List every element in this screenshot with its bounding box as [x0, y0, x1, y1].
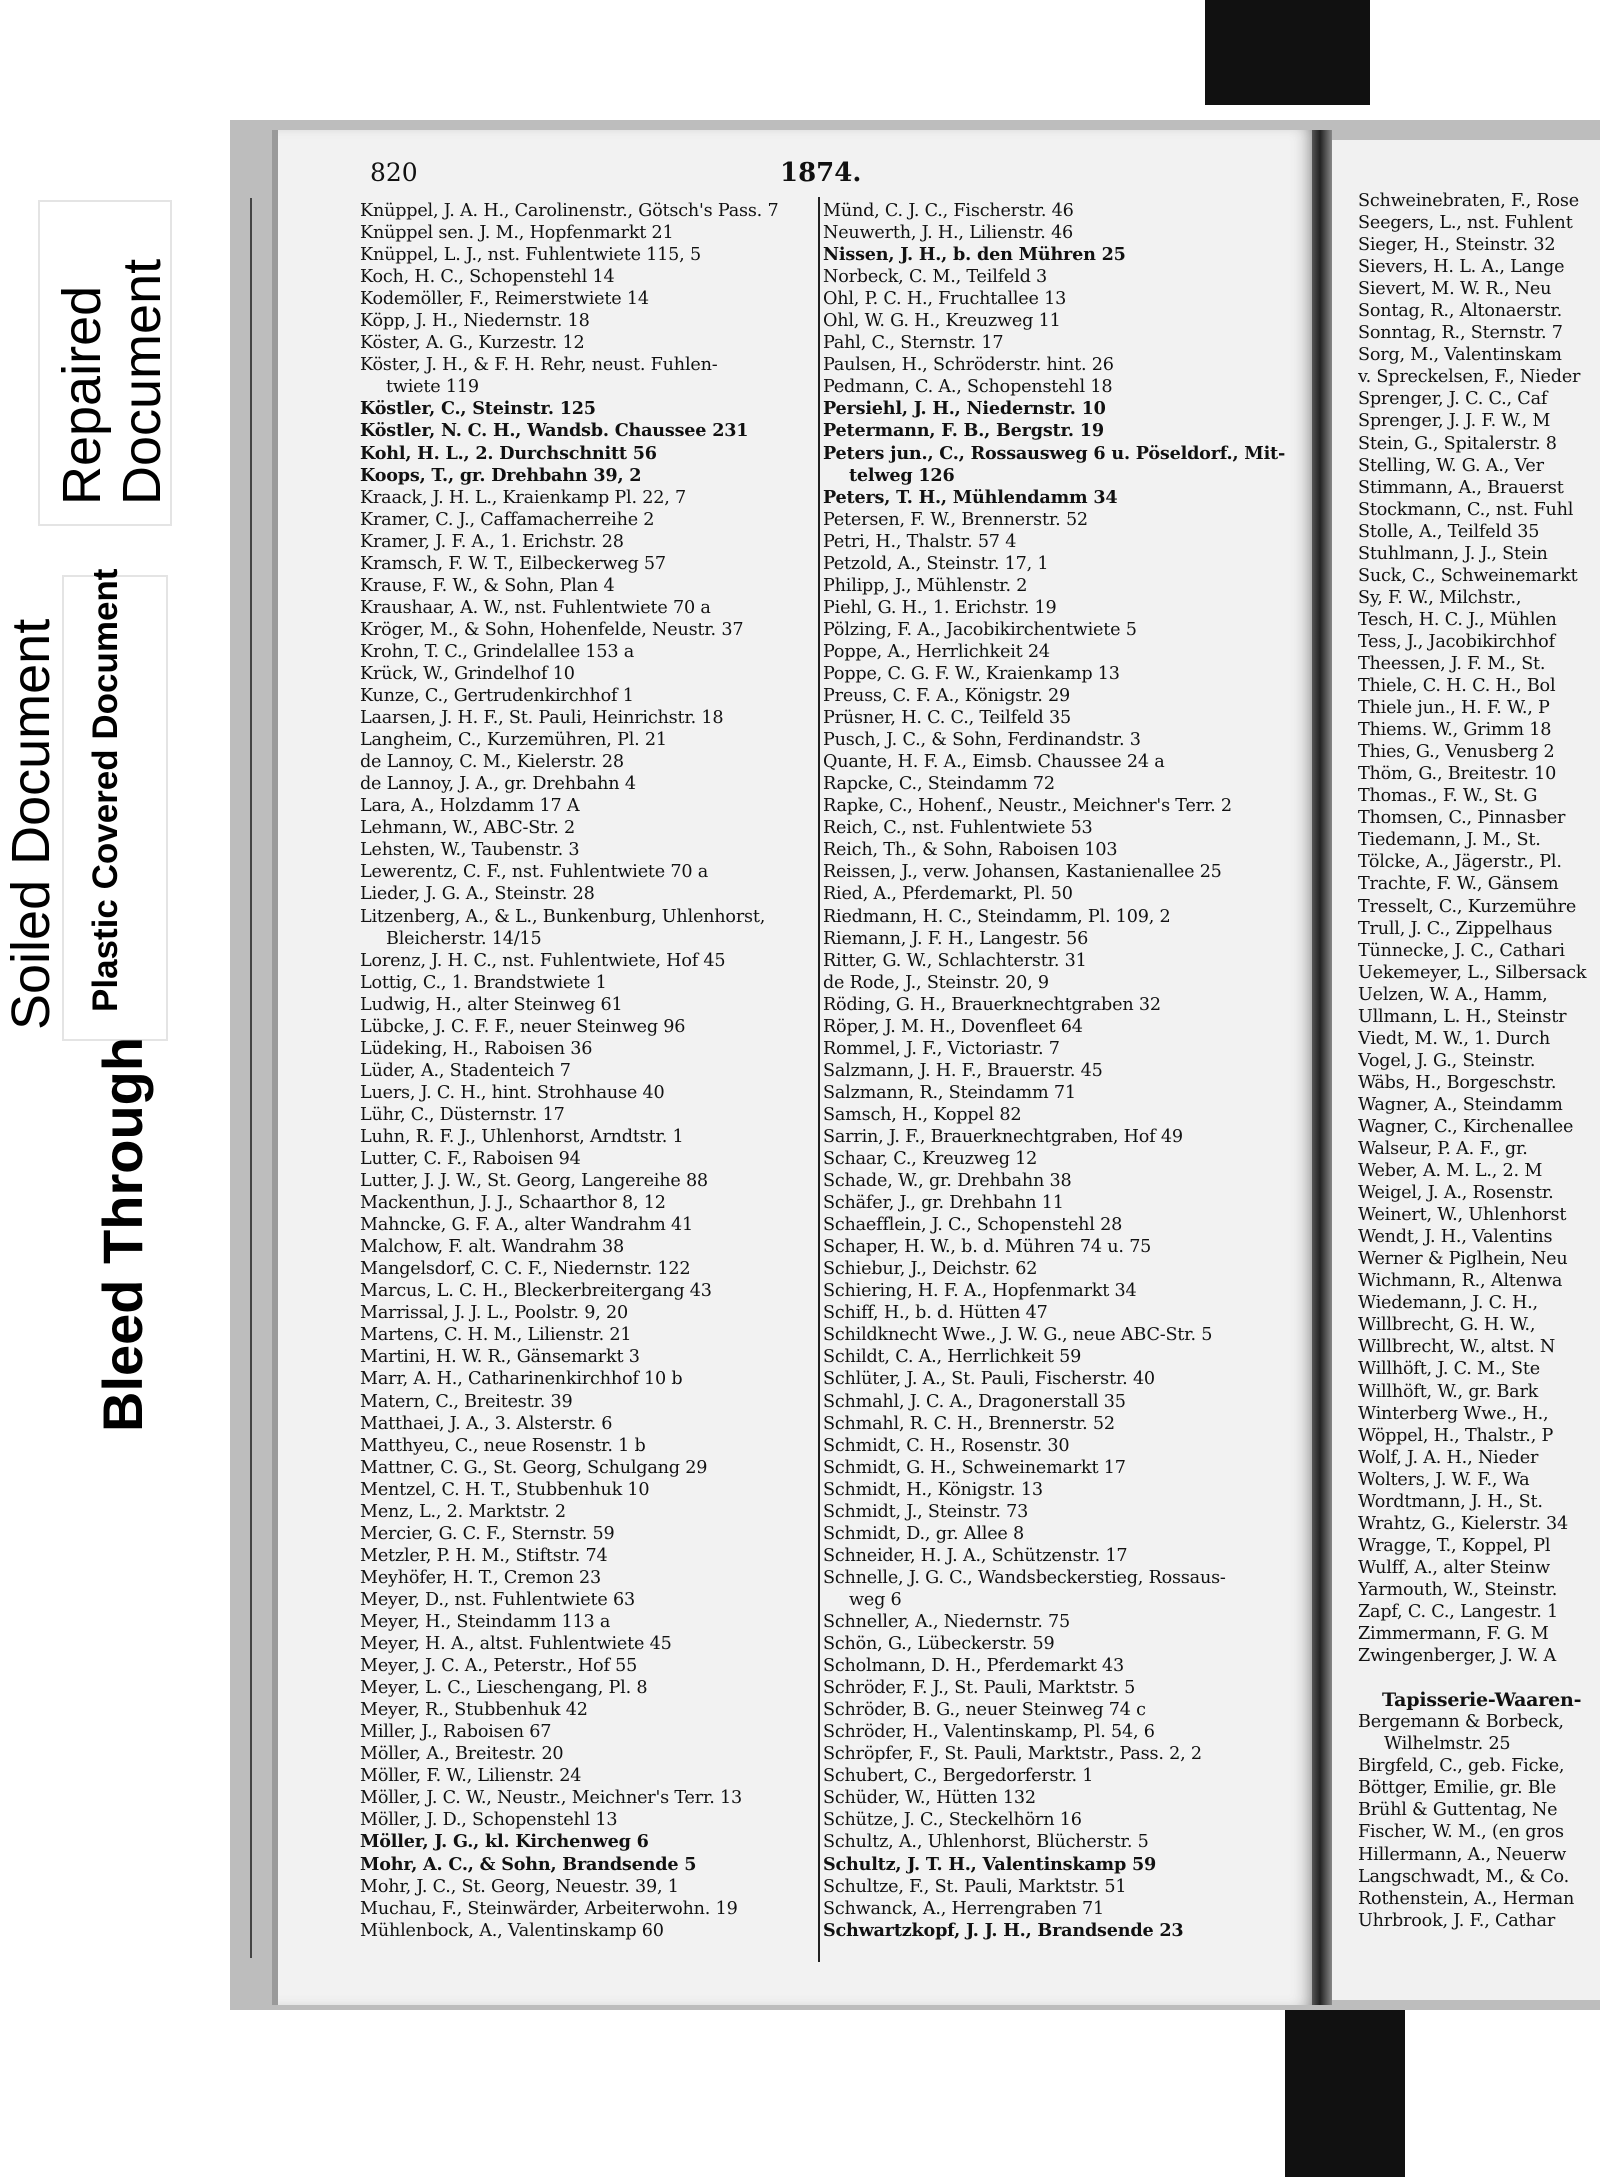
column-divider: [818, 197, 820, 1962]
directory-entry: Petermann, F. B., Bergstr. 19: [823, 420, 1104, 442]
directory-entry: de Lannoy, C. M., Kielerstr. 28: [360, 752, 624, 773]
plastic-label: Plastic Covered Document: [86, 568, 125, 1012]
directory-entry: Uelzen, W. A., Hamm,: [1358, 984, 1548, 1005]
directory-entry: Knüppel, J. A. H., Carolinenstr., Götsch's Pass. 7: [360, 201, 779, 221]
directory-entry: Sontag, R., Altonaerstr.: [1358, 301, 1563, 322]
directory-entry: Ohl, W. G. H., Kreuzweg 11: [823, 311, 1061, 332]
directory-entry: Sy, F. W., Milchstr.,: [1358, 587, 1522, 608]
column-middle: [823, 200, 1293, 1942]
directory-entry: Schade, W., gr. Drehbahn 38: [823, 1171, 1072, 1192]
directory-entry: Möller, J. D., Schopenstehl 13: [360, 1810, 618, 1831]
directory-entry: Uekemeyer, L., Silbersack: [1358, 962, 1587, 983]
directory-entry: Thomsen, C., Pinnasber: [1358, 808, 1566, 829]
directory-entry: Pusch, J. C., & Sohn, Ferdinandstr. 3: [823, 730, 1141, 751]
directory-entry: Petri, H., Thalstr. 57 4: [823, 531, 1017, 552]
directory-entry: Norbeck, C. M., Teilfeld 3: [823, 267, 1048, 288]
directory-entry: Lüder, A., Stadenteich 7: [360, 1060, 571, 1081]
directory-entry: Pölzing, F. A., Jacobikirchentwiete 5: [823, 619, 1137, 640]
directory-entry: Sprenger, J. J. F. W., M: [1358, 411, 1551, 432]
directory-entry: Kunze, C., Gertrudenkirchhof 1: [360, 686, 634, 707]
directory-entry: Krohn, T. C., Grindelallee 153 a: [360, 641, 635, 662]
directory-entry: Willhöft, J. C. M., Ste: [1358, 1359, 1540, 1380]
directory-entry: Schiff, H., b. d. Hütten 47: [823, 1303, 1048, 1324]
directory-entry: Ullmann, L. H., Steinstr: [1358, 1006, 1567, 1027]
directory-entry: Brühl & Guttentag, Ne: [1358, 1800, 1558, 1821]
directory-entry: Stimmann, A., Brauerst: [1358, 477, 1564, 498]
directory-entry: Langschwadt, M., & Co.: [1358, 1866, 1570, 1887]
directory-entry: Fischer, W. M., (en gros: [1358, 1822, 1564, 1843]
directory-entry: Rothenstein, A., Herman: [1358, 1888, 1575, 1909]
directory-entry: Wiedemann, J. C. H.,: [1358, 1293, 1538, 1314]
directory-entry: Paulsen, H., Schröderstr. hint. 26: [823, 355, 1114, 376]
directory-entry: Vogel, J. G., Steinstr.: [1358, 1050, 1536, 1071]
directory-entry: Stockmann, C., nst. Fuhl: [1358, 499, 1574, 520]
directory-entry: Lewerentz, C. F., nst. Fuhlentwiete 70 a: [360, 862, 709, 883]
directory-entry: Mercier, G. C. F., Sternstr. 59: [360, 1523, 615, 1544]
directory-entry: Peters jun., C., Rossausweg 6 u. Pöseldorf., Mit-: [823, 442, 1286, 464]
directory-entry: Wöppel, H., Thalstr., P: [1358, 1425, 1554, 1446]
directory-entry: Schön, G., Lübeckerstr. 59: [823, 1634, 1055, 1655]
directory-entry: Ritter, G. W., Schlachterstr. 31: [823, 950, 1087, 971]
directory-entry: Neuwerth, J. H., Lilienstr. 46: [823, 223, 1074, 244]
directory-entry: Krück, W., Grindelhof 10: [360, 663, 575, 684]
directory-entry: Reich, Th., & Sohn, Raboisen 103: [823, 840, 1118, 861]
directory-entry: Hillermann, A., Neuerw: [1358, 1844, 1567, 1865]
soiled-label: Soiled Document: [1, 618, 61, 1030]
directory-entry: v. Spreckelsen, F., Nieder: [1358, 367, 1581, 388]
directory-entry: Wolters, J. W. F., Wa: [1358, 1469, 1530, 1490]
directory-entry: Weber, A. M. L., 2. M: [1358, 1161, 1543, 1182]
directory-entry: Poppe, C. G. F. W., Kraienkamp 13: [823, 663, 1120, 684]
directory-entry: Schultz, A., Uhlenhorst, Blücherstr. 5: [823, 1832, 1149, 1853]
directory-entry: Kraushaar, A. W., nst. Fuhlentwiete 70 a: [360, 597, 711, 618]
directory-entry: Meyer, J. C. A., Peterstr., Hof 55: [360, 1656, 638, 1677]
directory-entry: Lottig, C., 1. Brandstwiete 1: [360, 972, 607, 993]
directory-entry: Schwartzkopf, J. J. H., Brandsende 23: [823, 1919, 1184, 1941]
directory-entry: Wichmann, R., Altenwa: [1358, 1271, 1563, 1292]
directory-entry: Poppe, A., Herrlichkeit 24: [823, 641, 1050, 662]
directory-entry: Matthyeu, C., neue Rosenstr. 1 b: [360, 1435, 646, 1456]
directory-entry: Schildt, C. A., Herrlichkeit 59: [823, 1347, 1082, 1368]
directory-entry: Schaar, C., Kreuzweg 12: [823, 1149, 1038, 1170]
directory-entry: Wendt, J. H., Valentins: [1358, 1227, 1553, 1248]
directory-entry: Knüppel sen. J. M., Hopfenmarkt 21: [360, 223, 674, 244]
directory-entry: Luers, J. C. H., hint. Strohhause 40: [360, 1082, 665, 1103]
directory-entry: Schäfer, J., gr. Drehbahn 11: [823, 1193, 1064, 1214]
directory-entry: Schneller, A., Niedernstr. 75: [823, 1612, 1070, 1632]
directory-entry: Willbrecht, W., altst. N: [1358, 1337, 1556, 1358]
directory-entry: Wrahtz, G., Kielerstr. 34: [1358, 1513, 1569, 1534]
directory-entry: Schlüter, J. A., St. Pauli, Fischerstr. 40: [823, 1369, 1155, 1390]
directory-entry: Schmidt, G. H., Schweinemarkt 17: [823, 1457, 1126, 1478]
directory-entry: Thöm, G., Breitestr. 10: [1358, 764, 1557, 785]
directory-entry: de Rode, J., Steinstr. 20, 9: [823, 972, 1049, 993]
directory-entry: de Lannoy, J. A., gr. Drehbahn 4: [360, 774, 636, 795]
directory-entry: Winterberg Wwe., H.,: [1358, 1403, 1549, 1424]
directory-entry: Mahncke, G. F. A., alter Wandrahm 41: [360, 1215, 693, 1236]
directory-entry: Persiehl, J. H., Niedernstr. 10: [823, 398, 1106, 420]
directory-entry: Martens, C. H. M., Lilienstr. 21: [360, 1325, 632, 1346]
directory-entry: Wäbs, H., Borgeschstr.: [1358, 1072, 1557, 1093]
directory-entry: Wragge, T., Koppel, Pl: [1358, 1535, 1551, 1556]
directory-entry: Quante, H. F. A., Eimsb. Chaussee 24 a: [823, 752, 1165, 773]
directory-entry: Piehl, G. H., 1. Erichstr. 19: [823, 597, 1057, 618]
directory-entry: Möller, J. C. W., Neustr., Meichner's Terr. 13: [360, 1788, 742, 1809]
directory-entry: Meyhöfer, H. T., Cremon 23: [360, 1567, 601, 1588]
directory-entry: Reich, C., nst. Fuhlentwiete 53: [823, 818, 1093, 839]
directory-entry: Thiems. W., Grimm 18: [1358, 720, 1552, 741]
directory-entry: Petzold, A., Steinstr. 17, 1: [823, 553, 1049, 574]
directory-entry: Nissen, J. H., b. den Mühren 25: [823, 244, 1126, 266]
directory-entry: telweg 126: [849, 464, 955, 486]
directory-entry: Riedmann, H. C., Steindamm, Pl. 109, 2: [823, 906, 1171, 927]
directory-entry: Meyer, H. A., altst. Fuhlentwiete 45: [360, 1634, 672, 1655]
directory-entry: Sievers, H. L. A., Lange: [1358, 257, 1565, 278]
directory-entry: Lehsten, W., Taubenstr. 3: [360, 840, 580, 861]
directory-entry: Prüsner, H. C. C., Teilfeld 35: [823, 708, 1071, 729]
directory-entry: Wolf, J. A. H., Nieder: [1358, 1447, 1539, 1468]
directory-entry: Bergemann & Borbeck,: [1358, 1712, 1564, 1733]
directory-entry: Salzmann, J. H. F., Brauerstr. 45: [823, 1060, 1103, 1081]
directory-entry: Schultze, F., St. Pauli, Marktstr. 51: [823, 1876, 1127, 1897]
directory-entry: Schüder, W., Hütten 132: [823, 1788, 1036, 1809]
directory-entry: Miller, J., Raboisen 67: [360, 1722, 552, 1743]
directory-entry: Köster, A. G., Kurzestr. 12: [360, 333, 585, 354]
directory-entry: Schröder, H., Valentinskamp, Pl. 54, 6: [823, 1722, 1155, 1743]
directory-entry: Marcus, L. C. H., Bleckerbreitergang 43: [360, 1281, 712, 1302]
directory-entry: Lorenz, J. H. C., nst. Fuhlentwiete, Hof 45: [360, 950, 726, 971]
directory-entry: Theessen, J. F. M., St.: [1358, 653, 1546, 674]
directory-entry: Meyer, D., nst. Fuhlentwiete 63: [360, 1589, 635, 1610]
directory-entry: Schmahl, J. C. A., Dragonerstall 35: [823, 1391, 1126, 1412]
directory-entry: Tresselt, C., Kurzemühre: [1358, 896, 1577, 917]
repaired-label: Repaired Document: [52, 258, 172, 505]
directory-entry: Tesch, H. C. J., Mühlen: [1358, 609, 1557, 630]
directory-entry: Metzler, P. H. M., Stiftstr. 74: [360, 1545, 608, 1566]
directory-entry: Matern, C., Breitestr. 39: [360, 1391, 573, 1412]
directory-entry: Yarmouth, W., Steinstr.: [1358, 1579, 1558, 1600]
directory-entry: Schneider, H. J. A., Schützenstr. 17: [823, 1545, 1128, 1566]
directory-entry: Thiele, C. H. C. H., Bol: [1358, 676, 1556, 697]
directory-entry: Wagner, C., Kirchenallee: [1358, 1116, 1574, 1137]
directory-entry: Schwanck, A., Herrengraben 71: [823, 1898, 1104, 1919]
directory-entry: Stolle, A., Teilfeld 35: [1358, 521, 1540, 542]
directory-entry: Schröder, F. J., St. Pauli, Marktstr. 5: [823, 1678, 1136, 1699]
directory-entry: Salzmann, R., Steindamm 71: [823, 1082, 1076, 1103]
directory-entry: Tess, J., Jacobikirchhof: [1358, 631, 1555, 652]
directory-entry: Krause, F. W., & Sohn, Plan 4: [360, 575, 615, 596]
directory-entry: Köstler, C., Steinstr. 125: [360, 398, 596, 420]
directory-entry: Zwingenberger, J. W. A: [1358, 1646, 1557, 1667]
directory-entry: Suck, C., Schweinemarkt: [1358, 565, 1578, 586]
directory-entry: Mohr, A. C., & Sohn, Brandsende 5: [360, 1853, 697, 1875]
directory-entry: Köster, J. H., & F. H. Rehr, neust. Fuhlen-: [360, 355, 718, 376]
directory-entry: Malchow, F. alt. Wandrahm 38: [360, 1237, 625, 1258]
directory-entry: Weinert, W., Uhlenhorst: [1358, 1205, 1567, 1226]
directory-entry: Philipp, J., Mühlenstr. 2: [823, 575, 1028, 596]
directory-entry: Schmidt, D., gr. Allee 8: [823, 1523, 1025, 1544]
directory-entry: Willhöft, W., gr. Bark: [1358, 1381, 1539, 1402]
directory-entry: Pahl, C., Sternstr. 17: [823, 333, 1004, 354]
directory-entry: Koops, T., gr. Drehbahn 39, 2: [360, 464, 642, 486]
directory-entry: Sonntag, R., Sternstr. 7: [1358, 323, 1563, 344]
directory-entry: Muchau, F., Steinwärder, Arbeiterwohn. 19: [360, 1898, 738, 1919]
directory-entry: Langheim, C., Kurzemühren, Pl. 21: [360, 730, 667, 751]
directory-entry: Peters, T. H., Mühlendamm 34: [823, 486, 1118, 508]
directory-entry: Möller, A., Breitestr. 20: [360, 1744, 564, 1765]
directory-entry: Kramsch, F. W. T., Eilbeckerweg 57: [360, 553, 666, 574]
directory-entry: Marrissal, J. J. L., Poolstr. 9, 20: [360, 1303, 628, 1324]
directory-entry: Schnelle, J. G. C., Wandsbeckerstieg, Rossaus-: [823, 1567, 1226, 1588]
directory-entry: Mackenthun, J. J., Schaarthor 8, 12: [360, 1193, 666, 1214]
directory-entry: Röding, G. H., Brauerknechtgraben 32: [823, 994, 1161, 1015]
directory-entry: Koch, H. C., Schopenstehl 14: [360, 267, 615, 288]
directory-entry: Lüdeking, H., Raboisen 36: [360, 1038, 593, 1059]
top-clip: [1205, 0, 1370, 105]
directory-entry: Schütze, J. C., Steckelhörn 16: [823, 1810, 1082, 1831]
directory-entry: Tölcke, A., Jägerstr., Pl.: [1358, 852, 1562, 873]
directory-entry: Rommel, J. F., Victoriastr. 7: [823, 1038, 1060, 1059]
directory-entry: [1358, 1667, 1598, 1689]
directory-entry: Schiebur, J., Deichstr. 62: [823, 1259, 1038, 1280]
directory-entry: Martini, H. W. R., Gänsemarkt 3: [360, 1347, 640, 1368]
page-year: 1874.: [780, 158, 862, 188]
directory-entry: Meyer, R., Stubbenhuk 42: [360, 1700, 588, 1721]
page-left-rule: [250, 198, 252, 1958]
directory-entry: Pedmann, C. A., Schopenstehl 18: [823, 377, 1113, 398]
directory-entry: Tünnecke, J. C., Cathari: [1358, 940, 1565, 961]
directory-entry: Riemann, J. F. H., Langestr. 56: [823, 928, 1089, 949]
directory-entry: Viedt, M. W., 1. Durch: [1358, 1028, 1550, 1049]
directory-entry: Schröpfer, F., St. Pauli, Marktstr., Pass. 2, 2: [823, 1744, 1202, 1765]
directory-entry: Schmidt, C. H., Rosenstr. 30: [823, 1435, 1070, 1456]
directory-entry: Wagner, A., Steindamm: [1358, 1094, 1563, 1115]
column-left: [360, 200, 815, 1942]
directory-entry: Kröger, M., & Sohn, Hohenfelde, Neustr. 37: [360, 619, 744, 640]
directory-entry: Lehmann, W., ABC-Str. 2: [360, 818, 575, 839]
directory-entry: Rapcke, C., Steindamm 72: [823, 774, 1055, 795]
directory-entry: Köpp, J. H., Niedernstr. 18: [360, 311, 590, 332]
directory-entry: Werner & Piglhein, Neu: [1358, 1249, 1568, 1270]
directory-entry: Menz, L., 2. Marktstr. 2: [360, 1501, 566, 1522]
directory-entry: Schaper, H. W., b. d. Mühren 74 u. 75: [823, 1237, 1152, 1258]
directory-entry: Trachte, F. W., Gänsem: [1358, 874, 1559, 895]
directory-entry: Lara, A., Holzdamm 17 A: [360, 796, 580, 817]
directory-entry: Schiering, H. F. A., Hopfenmarkt 34: [823, 1281, 1137, 1302]
directory-entry: Schubert, C., Bergedorferstr. 1: [823, 1766, 1094, 1787]
directory-entry: Kramer, J. F. A., 1. Erichstr. 28: [360, 531, 624, 552]
directory-entry: Kohl, H. L., 2. Durchschnitt 56: [360, 442, 657, 464]
directory-entry: Stein, G., Spitalerstr. 8: [1358, 433, 1557, 454]
directory-entry: Matthaei, J. A., 3. Alsterstr. 6: [360, 1413, 613, 1434]
directory-entry: Lutter, J. J. W., St. Georg, Langereihe 88: [360, 1171, 708, 1192]
directory-entry: Marr, A. H., Catharinenkirchhof 10 b: [360, 1369, 683, 1390]
directory-entry: Sievert, M. W. R., Neu: [1358, 279, 1552, 300]
directory-entry: Walseur, P. A. F., gr.: [1358, 1139, 1528, 1160]
directory-entry: Weigel, J. A., Rosenstr.: [1358, 1183, 1554, 1204]
directory-entry: Thies, G., Venusberg 2: [1358, 742, 1555, 763]
directory-entry: Schildknecht Wwe., J. W. G., neue ABC-Str. 5: [823, 1325, 1213, 1346]
directory-entry: Kramer, C. J., Caffamacherreihe 2: [360, 509, 655, 530]
directory-entry: Birgfeld, C., geb. Ficke,: [1358, 1756, 1565, 1777]
directory-entry: Wilhelmstr. 25: [1384, 1734, 1511, 1755]
directory-entry: Lühr, C., Düsternstr. 17: [360, 1104, 565, 1125]
directory-entry: Seegers, L., nst. Fuhlent: [1358, 213, 1573, 234]
directory-entry: Sarrin, J. F., Brauerknechtgraben, Hof 49: [823, 1126, 1183, 1147]
directory-entry: Mattner, C. G., St. Georg, Schulgang 29: [360, 1457, 708, 1478]
directory-entry: Möller, J. G., kl. Kirchenweg 6: [360, 1831, 649, 1853]
bottom-clip: [1285, 2010, 1405, 2177]
directory-entry: Bleicherstr. 14/15: [386, 928, 542, 949]
directory-entry: Uhrbrook, J. F., Cathar: [1358, 1910, 1556, 1931]
directory-entry: Lieder, J. G. A., Steinstr. 28: [360, 884, 595, 905]
directory-entry: Kraack, J. H. L., Kraienkamp Pl. 22, 7: [360, 487, 687, 508]
directory-entry: Mentzel, C. H. T., Stubbenhuk 10: [360, 1479, 650, 1500]
directory-entry: Ried, A., Pferdemarkt, Pl. 50: [823, 884, 1073, 905]
directory-entry: Schmidt, J., Steinstr. 73: [823, 1501, 1029, 1522]
directory-entry: weg 6: [849, 1589, 902, 1610]
directory-entry: Mangelsdorf, C. C. F., Niedernstr. 122: [360, 1259, 691, 1280]
directory-entry: Knüppel, L. J., nst. Fuhlentwiete 115, 5: [360, 245, 701, 266]
directory-entry: Lübcke, J. C. F. F., neuer Steinweg 96: [360, 1016, 686, 1037]
directory-entry: Trull, J. C., Zippelhaus: [1358, 918, 1553, 939]
book-gutter: [1312, 130, 1332, 2005]
directory-entry: Mohr, J. C., St. Georg, Neuestr. 39, 1: [360, 1876, 679, 1897]
directory-entry: Scholmann, D. H., Pferdemarkt 43: [823, 1656, 1125, 1677]
directory-entry: Meyer, H., Steindamm 113 a: [360, 1612, 611, 1632]
directory-entry: Stuhlmann, J. J., Stein: [1358, 543, 1548, 564]
directory-entry: Rapke, C., Hohenf., Neustr., Meichner's Terr. 2: [823, 796, 1232, 817]
directory-entry: Schultz, J. T. H., Valentinskamp 59: [823, 1853, 1157, 1875]
directory-entry: Kodemöller, F., Reimerstwiete 14: [360, 289, 649, 310]
directory-entry: Lutter, C. F., Raboisen 94: [360, 1149, 581, 1170]
directory-entry: Wordtmann, J. H., St.: [1358, 1491, 1543, 1512]
directory-entry: Sprenger, J. C. C., Caf: [1358, 389, 1548, 410]
directory-entry: Luhn, R. F. J., Uhlenhorst, Arndtstr. 1: [360, 1126, 684, 1147]
directory-entry: Zapf, C. C., Langestr. 1: [1358, 1602, 1559, 1622]
directory-entry: Ohl, P. C. H., Fruchtallee 13: [823, 289, 1067, 310]
directory-entry: Röper, J. M. H., Dovenfleet 64: [823, 1016, 1083, 1037]
directory-entry: Tiedemann, J. M., St.: [1358, 830, 1541, 851]
directory-entry: Litzenberg, A., & L., Bunkenburg, Uhlenhorst,: [360, 906, 766, 927]
directory-entry: Böttger, Emilie, gr. Ble: [1358, 1778, 1557, 1799]
directory-entry: Samsch, H., Koppel 82: [823, 1104, 1022, 1125]
directory-entry: Schmidt, H., Königstr. 13: [823, 1479, 1043, 1500]
directory-entry: Wulff, A., alter Steinw: [1358, 1557, 1550, 1578]
directory-entry: Willbrecht, G. H. W.,: [1358, 1315, 1536, 1336]
column-right: [1358, 190, 1598, 1932]
section-heading: Tapisserie-Waaren-: [1382, 1689, 1582, 1712]
directory-entry: Petersen, F. W., Brennerstr. 52: [823, 509, 1088, 530]
directory-entry: Sorg, M., Valentinskam: [1358, 345, 1562, 366]
directory-entry: Meyer, L. C., Lieschengang, Pl. 8: [360, 1678, 648, 1699]
directory-entry: Laarsen, J. H. F., St. Pauli, Heinrichstr. 18: [360, 708, 724, 729]
directory-entry: Münd, C. J. C., Fischerstr. 46: [823, 201, 1074, 221]
directory-entry: Möller, F. W., Lilienstr. 24: [360, 1766, 582, 1787]
directory-entry: Ludwig, H., alter Steinweg 61: [360, 994, 623, 1015]
directory-entry: Stelling, W. G. A., Ver: [1358, 455, 1544, 476]
directory-entry: Preuss, C. F. A., Königstr. 29: [823, 686, 1071, 707]
directory-entry: Schaefflein, J. C., Schopenstehl 28: [823, 1215, 1123, 1236]
directory-entry: Schmahl, R. C. H., Brennerstr. 52: [823, 1413, 1115, 1434]
directory-entry: Schweinebraten, F., Rose: [1358, 191, 1579, 211]
page-number: 820: [370, 158, 418, 187]
directory-entry: Thiele jun., H. F. W., P: [1358, 698, 1550, 719]
directory-entry: Schröder, B. G., neuer Steinweg 74 c: [823, 1700, 1146, 1721]
directory-entry: Sieger, H., Steinstr. 32: [1358, 235, 1556, 256]
directory-entry: twiete 119: [386, 377, 479, 398]
directory-entry: Reissen, J., verw. Johansen, Kastanienallee 25: [823, 862, 1222, 883]
directory-entry: Thomas., F. W., St. G: [1358, 786, 1538, 807]
directory-entry: Köstler, N. C. H., Wandsb. Chaussee 231: [360, 420, 749, 442]
directory-entry: Zimmermann, F. G. M: [1358, 1624, 1549, 1645]
directory-entry: Mühlenbock, A., Valentinskamp 60: [360, 1920, 664, 1941]
bleed-label: Bleed Through: [91, 1036, 154, 1432]
